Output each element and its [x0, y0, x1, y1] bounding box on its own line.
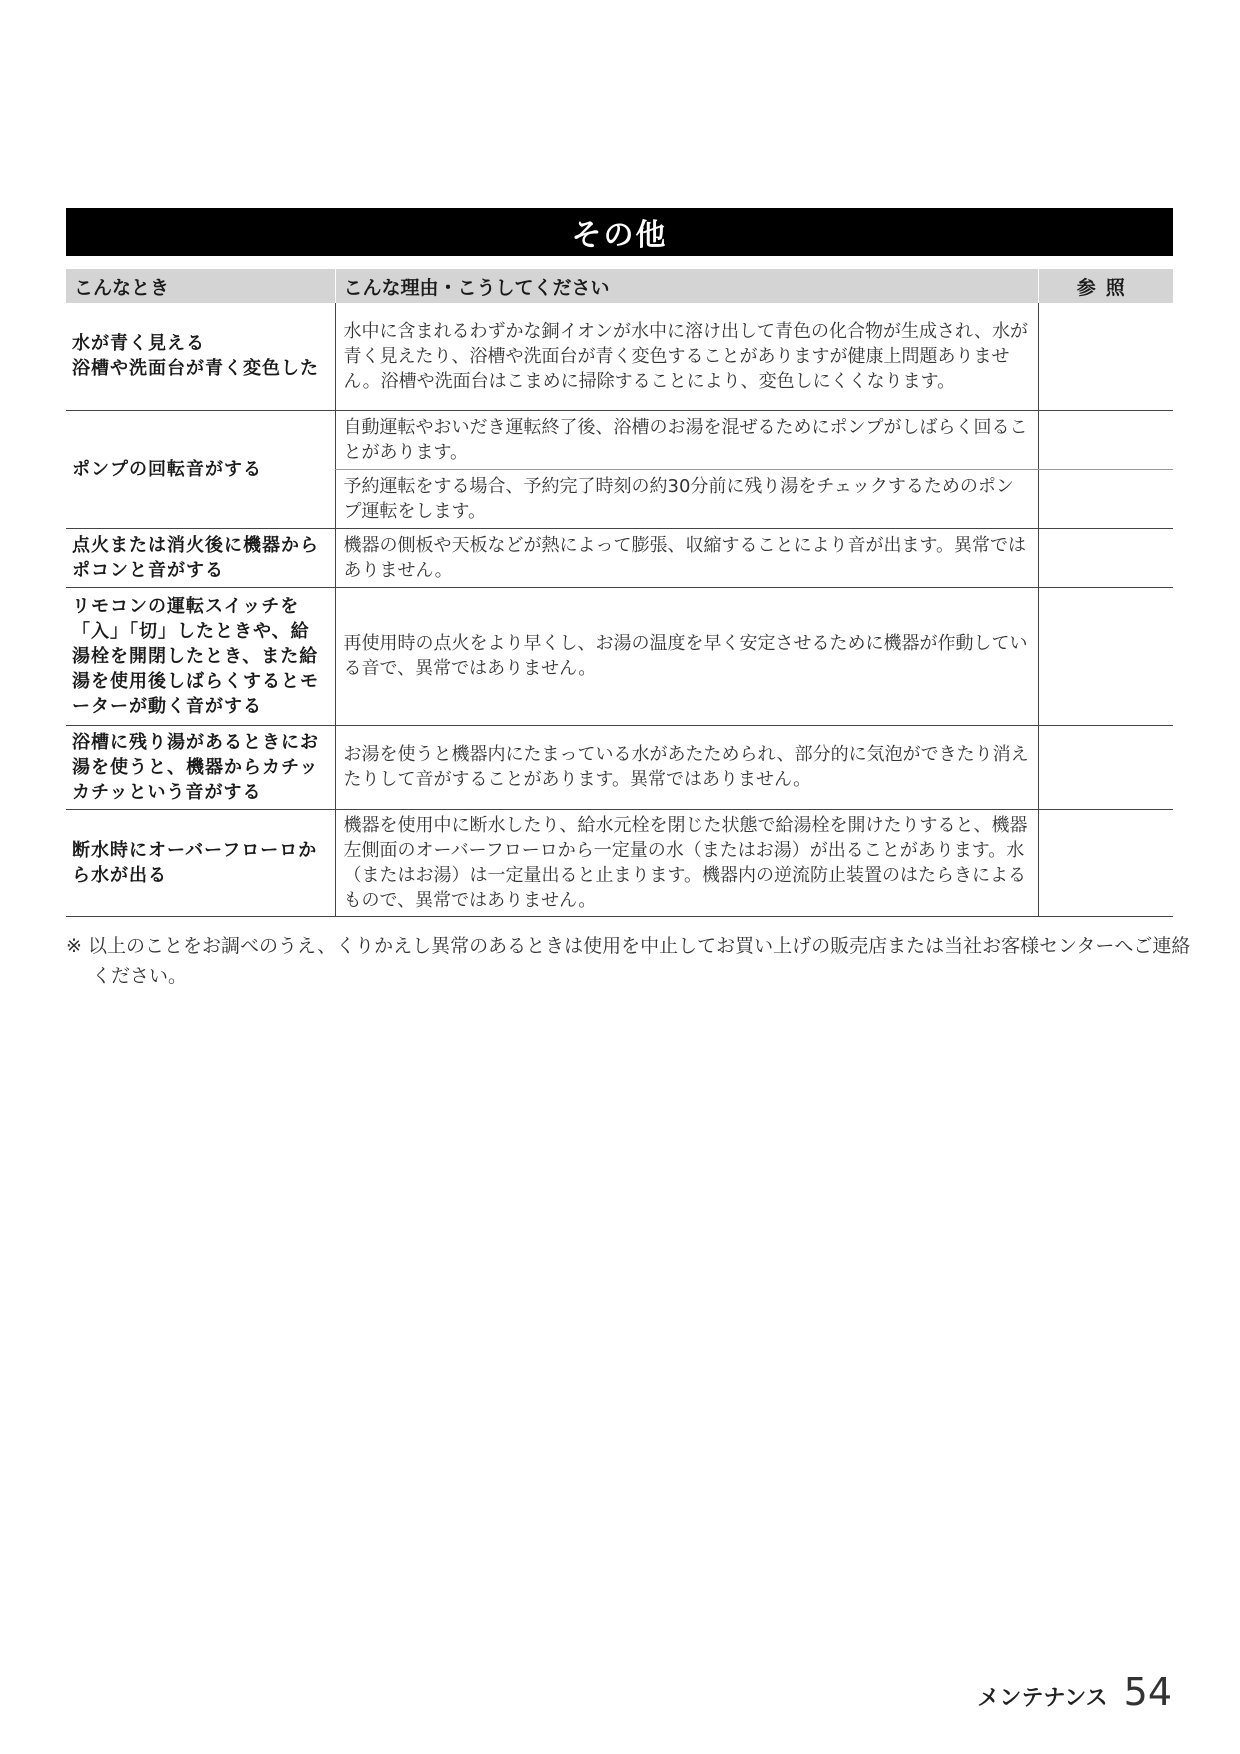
reference-cell	[1038, 410, 1173, 469]
reason-cell: 機器を使用中に断水したり、給水元栓を閉じた状態で給湯栓を開けたりすると、機器左側面のオーバーフローロから一定量の水（またはお湯）が出ることがあります。水（またはお湯）は一定量出ると止まります。機器内の逆流防止装置のはたらきによるもので、異常ではありません。	[335, 809, 1038, 916]
reason-cell: 予約運転をする場合、予約完了時刻の約30分前に残り湯をチェックするためのポンプ運転をします。	[335, 469, 1038, 528]
reason-cell: 自動運転やおいだき運転終了後、浴槽のお湯を混ぜるためにポンプがしばらく回ることがあります。	[335, 410, 1038, 469]
page-number: 54	[1123, 1670, 1172, 1714]
condition-cell: リモコンの運転スイッチを「入」「切」したときや、給湯栓を開閉したとき、また給湯を使用後しばらくするとモーターが動く音がする	[66, 587, 335, 725]
table-header-row	[66, 269, 1173, 303]
reason-cell: 機器の側板や天板などが熱によって膨張、収縮することにより音が出ます。異常ではありません。	[335, 528, 1038, 587]
header-condition: こんなとき	[66, 269, 335, 303]
table-row	[66, 303, 1173, 410]
reference-cell	[1038, 809, 1173, 916]
page-footer	[977, 1670, 1172, 1714]
reference-cell	[1038, 528, 1173, 587]
table-row	[66, 725, 1173, 809]
table-row	[66, 410, 1173, 469]
condition-cell: 断水時にオーバーフローロから水が出る	[66, 809, 335, 916]
condition-cell: ポンプの回転音がする	[66, 410, 335, 528]
table-row	[66, 587, 1173, 725]
footer-section-label: メンテナンス	[977, 1686, 1108, 1711]
section-title: その他	[66, 208, 1173, 256]
reference-cell	[1038, 469, 1173, 528]
condition-cell: 点火または消火後に機器からポコンと音がする	[66, 528, 335, 587]
header-reason: こんな理由・こうしてください	[335, 269, 1038, 303]
reference-cell	[1038, 725, 1173, 809]
reason-cell: 水中に含まれるわずかな銅イオンが水中に溶け出して青色の化合物が生成され、水が青く見えたり、浴槽や洗面台が青く変色することがありますが健康上問題ありません。浴槽や洗面台はこまめに掃除することにより、変色しにくくなります。	[335, 303, 1038, 410]
footnote: ※ 以上のことをお調べのうえ、くりかえし異常のあるときは使用を中止してお買い上げの販売店または当社お客様センターへご連絡ください。	[66, 935, 1191, 987]
troubleshooting-table	[66, 269, 1173, 917]
table-row	[66, 809, 1173, 916]
condition-cell: 浴槽に残り湯があるときにお湯を使うと、機器からカチッカチッという音がする	[66, 725, 335, 809]
condition-cell: 水が青く見える 浴槽や洗面台が青く変色した	[66, 303, 335, 410]
reference-cell	[1038, 303, 1173, 410]
header-reference: 参照	[1038, 269, 1173, 303]
reference-cell	[1038, 587, 1173, 725]
reason-cell: お湯を使うと機器内にたまっている水があたためられ、部分的に気泡ができたり消えたりして音がすることがあります。異常ではありません。	[335, 725, 1038, 809]
reason-cell: 再使用時の点火をより早くし、お湯の温度を早く安定させるために機器が作動している音で、異常ではありません。	[335, 587, 1038, 725]
table-row	[66, 528, 1173, 587]
